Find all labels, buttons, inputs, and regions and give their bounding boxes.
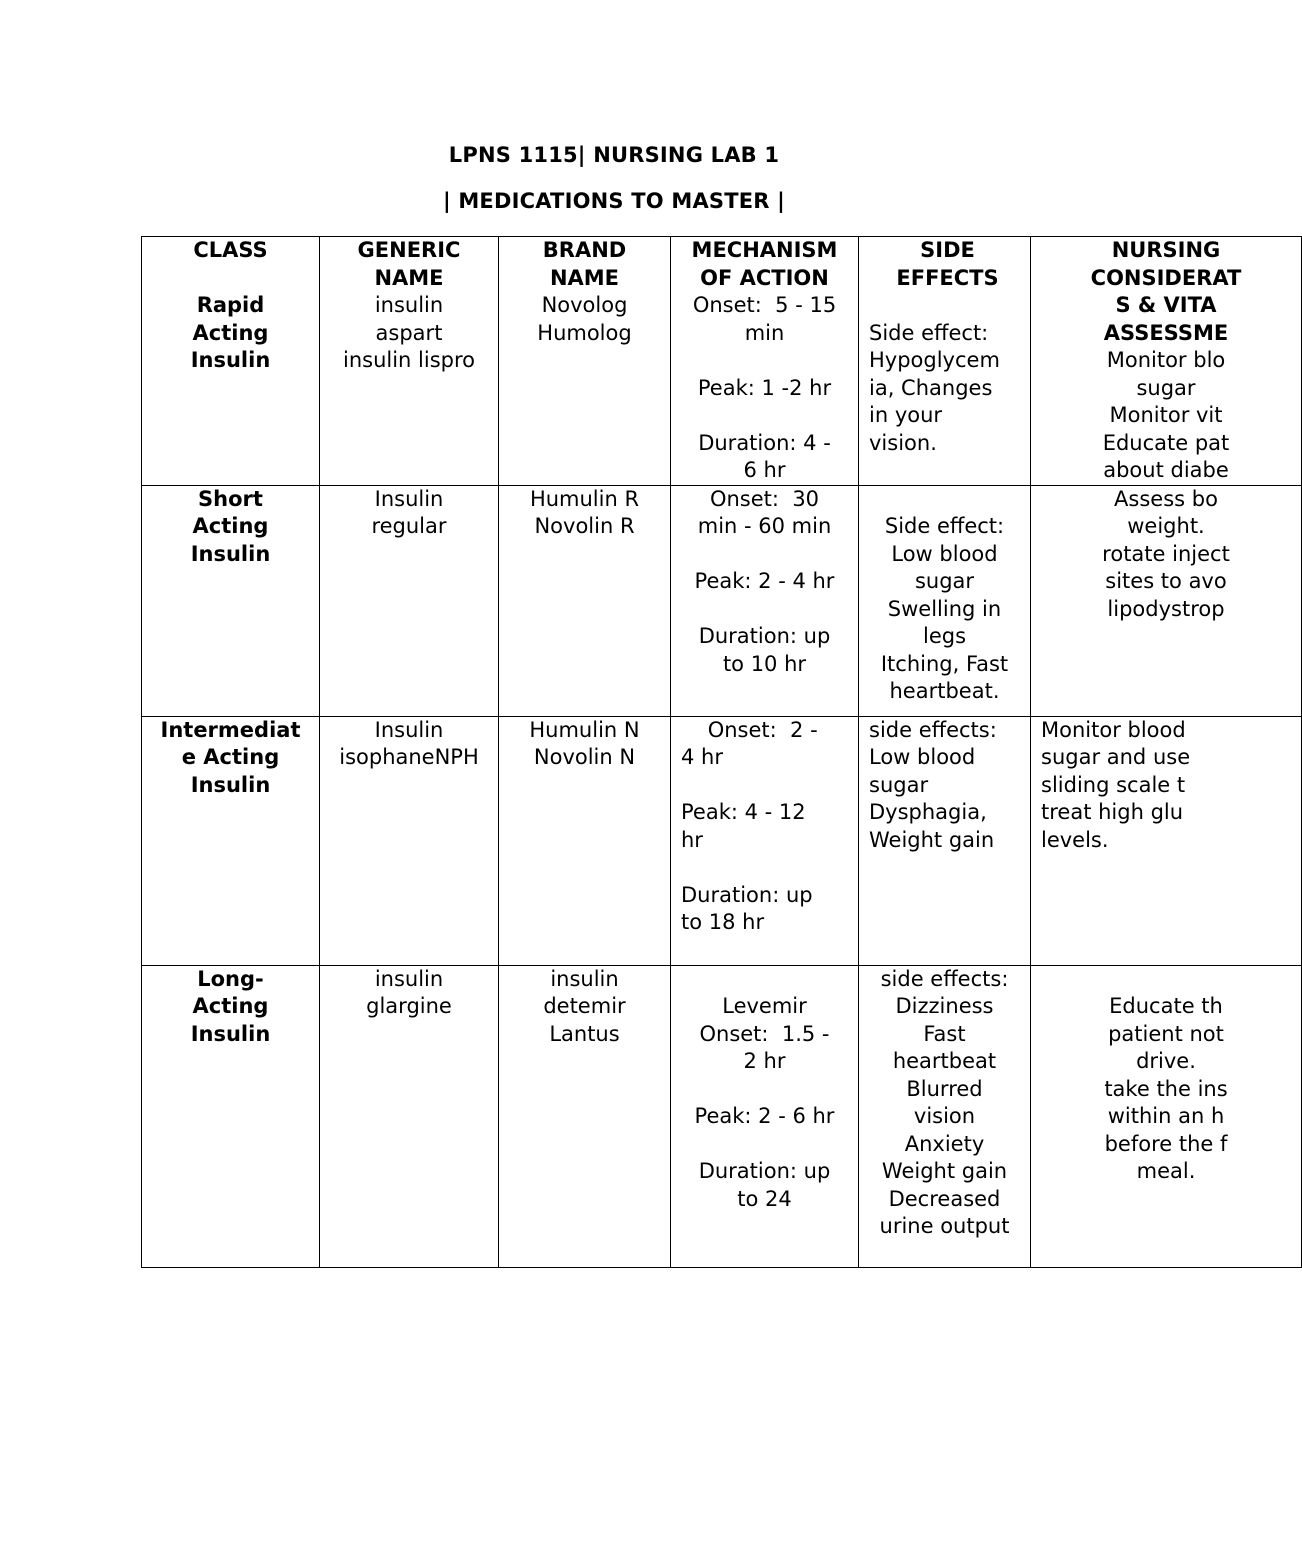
side-effect-text: side effects:: [869, 717, 997, 742]
peak-text: Peak: 2 - 4 hr: [694, 569, 835, 593]
side-effects-cell: [859, 485, 1031, 716]
generic-name: insulin lispro: [342, 348, 475, 372]
moa-header: OF ACTION: [700, 265, 829, 290]
brand-header: NAME: [549, 265, 620, 290]
side-effect-text: side effects:: [880, 966, 1009, 991]
nursing-text: Monitor vit: [1109, 403, 1223, 427]
peak-text: Peak: 1 -2 hr: [697, 375, 832, 400]
duration-text: to 10 hr: [722, 651, 807, 676]
brand-cell: [499, 716, 671, 965]
side-effect-text: urine output: [879, 1214, 1010, 1238]
brand-name: detemir: [543, 994, 626, 1018]
side-effect-text: Fast: [923, 1021, 966, 1046]
class-name: Insulin: [190, 348, 271, 372]
side-effect-text: in your: [869, 403, 943, 427]
side-effect-text: Side effect:: [884, 514, 1005, 538]
moa-cell: [671, 716, 859, 965]
brand-name: Humulin R: [529, 486, 640, 511]
moa-cell: [671, 965, 859, 1267]
nursing-header: CONSIDERAT: [1090, 265, 1242, 290]
nursing-text: sugar: [1136, 375, 1196, 400]
generic-name: aspart: [375, 320, 443, 345]
page-title: LPNS 1115| NURSING LAB 1: [448, 143, 780, 167]
brand-name: Novolin R: [534, 514, 635, 538]
table-viewport: [141, 236, 1242, 1268]
generic-cell: [320, 485, 499, 716]
nursing-header: ASSESSME: [1103, 320, 1229, 345]
generic-name: Insulin: [374, 486, 444, 511]
nursing-text: meal.: [1136, 1159, 1196, 1183]
onset-text: Levemir: [722, 994, 807, 1018]
class-name: Intermediat: [160, 717, 301, 742]
class-name: Long-: [197, 966, 264, 991]
brand-cell: [499, 485, 671, 716]
side-effect-text: heartbeat: [892, 1049, 997, 1073]
nursing-cell: [1031, 965, 1302, 1267]
side-effect-text: Blurred: [906, 1076, 983, 1101]
class-name: Acting: [192, 320, 269, 345]
side-effect-text: Weight gain: [869, 827, 995, 852]
duration-text: Duration: up: [698, 624, 831, 648]
duration-text: Duration: up: [698, 1159, 831, 1183]
peak-text: Peak: 4 - 12: [681, 800, 806, 824]
nursing-text: rotate inject: [1102, 541, 1230, 566]
brand-name: Lantus: [549, 1021, 620, 1046]
class-name: Short: [198, 486, 263, 511]
medications-table: [141, 236, 1302, 1268]
side-effects-cell: [859, 965, 1031, 1267]
class-name: Rapid: [196, 293, 265, 317]
peak-text: Peak: 2 - 6 hr: [694, 1104, 835, 1128]
class-name: e Acting: [181, 745, 280, 769]
onset-text: Onset: 30: [709, 486, 820, 511]
brand-cell: [499, 237, 671, 486]
brand-name: Humolog: [537, 320, 632, 345]
nursing-cell: [1031, 716, 1302, 965]
side-effect-text: vision.: [869, 430, 937, 455]
nursing-text: sugar and use: [1041, 745, 1191, 769]
side-header: SIDE: [920, 238, 975, 262]
generic-cell: [320, 237, 499, 486]
nursing-text: within an h: [1107, 1104, 1225, 1128]
nursing-text: treat high glu: [1041, 800, 1184, 824]
generic-name: regular: [371, 514, 447, 538]
nursing-text: drive.: [1136, 1049, 1196, 1073]
onset-text: Onset: 5 - 15: [692, 293, 837, 317]
duration-text: Duration: up: [681, 882, 813, 907]
onset-text: Onset: 1.5 -: [699, 1021, 830, 1046]
generic-header: GENERIC: [357, 238, 461, 262]
table-row: [142, 965, 1302, 1267]
class-cell: [142, 716, 320, 965]
brand-cell: [499, 965, 671, 1267]
side-effect-text: Hypoglycem: [869, 348, 1000, 372]
table-row: [142, 716, 1302, 965]
side-header: EFFECTS: [896, 265, 999, 290]
duration-text: to 18 hr: [681, 910, 765, 934]
generic-name: insulin: [374, 293, 444, 317]
side-effect-text: Low blood: [869, 745, 976, 769]
nursing-text: sites to avo: [1105, 569, 1227, 593]
class-header: CLASS: [193, 238, 268, 262]
table-row: [142, 485, 1302, 716]
side-effects-cell: [859, 237, 1031, 486]
generic-name: insulin: [374, 966, 444, 991]
side-effect-text: Weight gain: [881, 1159, 1008, 1183]
side-effect-text: sugar: [914, 569, 975, 593]
nursing-text: take the ins: [1104, 1076, 1228, 1101]
side-effect-text: Side effect:: [869, 320, 989, 345]
nursing-text: before the f: [1104, 1131, 1228, 1156]
brand-name: Humulin N: [529, 717, 640, 742]
generic-header: NAME: [374, 265, 444, 290]
nursing-cell: [1031, 485, 1302, 716]
generic-name: Insulin: [374, 717, 444, 742]
class-name: Insulin: [190, 772, 271, 797]
side-effect-text: vision: [913, 1104, 976, 1128]
brand-name: Novolin N: [533, 745, 636, 769]
side-effect-text: Swelling in: [887, 596, 1002, 621]
duration-text: 6 hr: [743, 458, 786, 482]
nursing-text: levels.: [1041, 827, 1109, 852]
class-name: Insulin: [190, 1021, 271, 1046]
side-effect-text: legs: [922, 624, 967, 648]
nursing-text: sliding scale t: [1041, 772, 1186, 797]
side-effect-text: Anxiety: [904, 1131, 985, 1156]
onset-text: 4 hr: [681, 745, 723, 769]
nursing-text: weight.: [1127, 514, 1205, 538]
page-subtitle: | MEDICATIONS TO MASTER |: [442, 189, 786, 213]
moa-cell: [671, 485, 859, 716]
onset-text: min: [744, 320, 785, 345]
generic-name: glargine: [366, 994, 452, 1018]
nursing-text: Monitor blo: [1106, 348, 1226, 372]
side-effect-text: ia, Changes: [869, 375, 993, 400]
side-effect-text: Dysphagia,: [869, 800, 987, 824]
class-name: Acting: [192, 514, 269, 538]
nursing-text: about diabe: [1103, 458, 1229, 482]
table-row: [142, 237, 1302, 486]
side-effect-text: heartbeat.: [889, 679, 1000, 703]
nursing-text: Educate pat: [1102, 430, 1230, 455]
peak-text: hr: [681, 827, 703, 852]
side-effects-cell: [859, 716, 1031, 965]
side-effect-text: Low blood: [891, 541, 998, 566]
brand-name: Novolog: [541, 293, 628, 317]
class-cell: [142, 237, 320, 486]
nursing-header: S & VITA: [1115, 293, 1217, 317]
class-cell: [142, 965, 320, 1267]
brand-name: insulin: [550, 966, 619, 991]
generic-cell: [320, 965, 499, 1267]
nursing-text: Educate th: [1109, 994, 1223, 1018]
nursing-text: patient not: [1108, 1021, 1224, 1046]
duration-text: Duration: 4 -: [698, 430, 831, 455]
brand-header: BRAND: [542, 238, 627, 262]
nursing-text: lipodystrop: [1107, 596, 1225, 621]
nursing-text: Assess bo: [1114, 486, 1218, 511]
moa-cell: [671, 237, 859, 486]
onset-text: 2 hr: [743, 1049, 786, 1073]
generic-cell: [320, 716, 499, 965]
class-name: Insulin: [190, 541, 271, 566]
side-effect-text: Decreased: [888, 1186, 1001, 1211]
nursing-text: Monitor blood: [1041, 717, 1186, 742]
class-cell: [142, 485, 320, 716]
duration-text: to 24: [737, 1186, 792, 1211]
onset-text: Onset: 2 -: [681, 717, 818, 742]
generic-name: isophaneNPH: [339, 745, 479, 769]
class-name: Acting: [192, 994, 269, 1018]
side-effect-text: Itching, Fast: [880, 651, 1009, 676]
nursing-cell: [1031, 237, 1302, 486]
moa-header: MECHANISM: [691, 238, 838, 262]
side-effect-text: sugar: [869, 772, 929, 797]
nursing-header: NURSING: [1111, 238, 1221, 262]
side-effect-text: Dizziness: [895, 994, 994, 1018]
onset-text: min - 60 min: [697, 514, 832, 538]
